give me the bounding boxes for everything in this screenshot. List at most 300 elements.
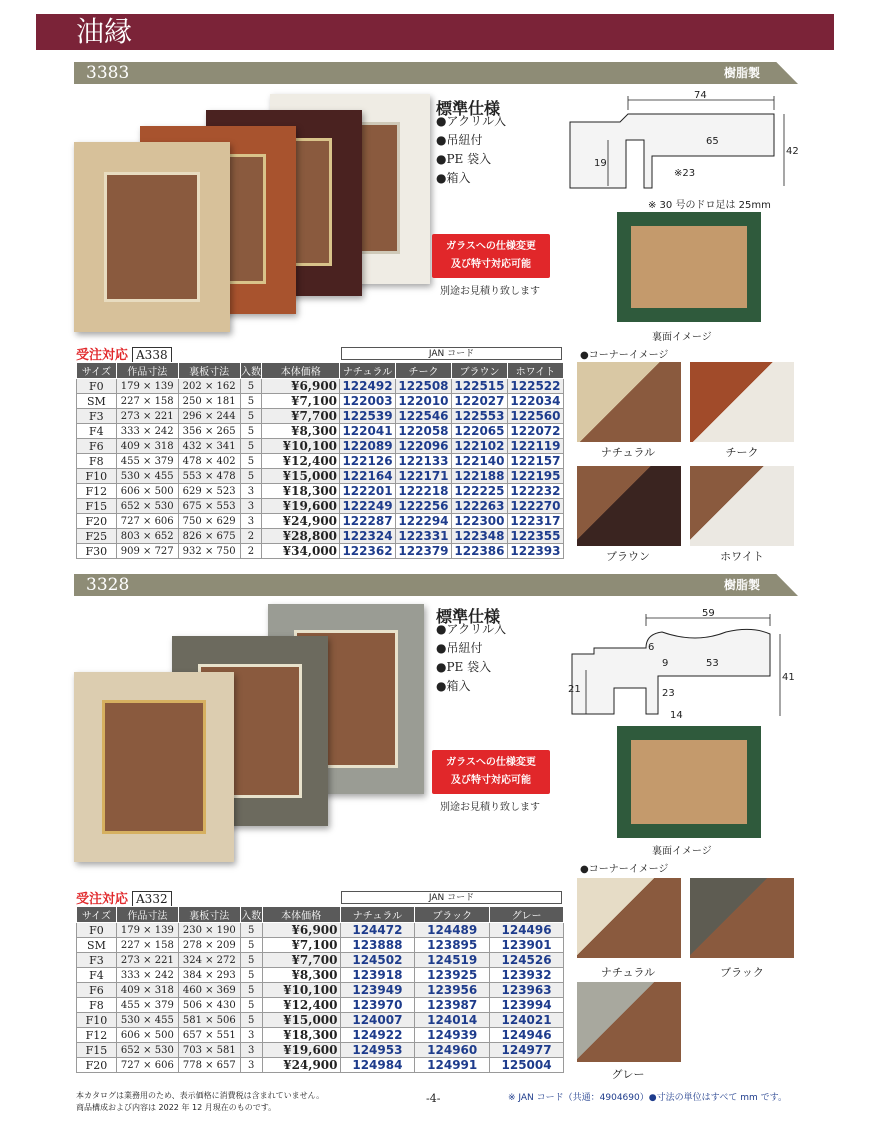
jan-code-cell: 124007 — [340, 1013, 415, 1028]
table-cell: F25 — [77, 529, 117, 544]
table-cell: ¥7,100 — [262, 394, 340, 409]
table-cell: ¥8,300 — [262, 968, 340, 983]
jan-code-cell: 122515 — [451, 379, 507, 394]
jan-code-cell: 122201 — [340, 484, 396, 499]
table-header-row — [77, 363, 564, 379]
table-cell: 703 × 581 — [178, 1043, 240, 1058]
table-cell: 3 — [240, 484, 262, 499]
jan-code-cell: 123895 — [415, 938, 490, 953]
table-cell: F4 — [77, 968, 117, 983]
table-cell: 778 × 657 — [178, 1058, 240, 1073]
table-cell: 5 — [240, 923, 262, 938]
jan-code-cell: 122171 — [396, 469, 452, 484]
corner-title: ●コーナーイメージ — [580, 350, 669, 361]
jan-code-cell: 122102 — [451, 439, 507, 454]
custom-order-line1: ガラスへの仕様変更 — [446, 757, 536, 768]
corner-label: ナチュラル — [600, 446, 656, 459]
dim-inner: 65 — [706, 136, 719, 147]
jan-code-cell: 122058 — [396, 424, 452, 439]
table-cell: 5 — [240, 469, 262, 484]
table-cell: 750 × 629 — [178, 514, 240, 529]
jan-code-cell: 122041 — [340, 424, 396, 439]
corner-label: ブラック — [720, 966, 764, 979]
table-cell: ¥28,800 — [262, 529, 340, 544]
table-cell: ¥12,400 — [262, 454, 340, 469]
dim-depth: 19 — [594, 158, 607, 169]
spec-item: ● PE 袋入 — [436, 150, 506, 169]
order-label: 受注対応 — [76, 348, 129, 363]
jan-code-cell: 122348 — [451, 529, 507, 544]
footer-note: 商品構成および内容は 2022 年 12 月現在のものです。 — [76, 1103, 277, 1112]
table-row — [77, 983, 564, 998]
jan-code-cell: 124489 — [415, 923, 490, 938]
table-cell: F3 — [77, 953, 117, 968]
table-cell: 333 × 242 — [116, 424, 178, 439]
table-body — [77, 923, 564, 1073]
spec-item: ● 箱入 — [436, 677, 506, 696]
table-cell: 3 — [240, 514, 262, 529]
table-cell: F20 — [77, 1058, 117, 1073]
table-cell: 530 × 455 — [116, 1013, 178, 1028]
jan-code-cell: 122294 — [396, 514, 452, 529]
corner-image-natural — [577, 362, 681, 442]
column-header: ナチュラル — [340, 363, 396, 379]
table-cell: 3 — [240, 499, 262, 514]
section-material: 樹脂製 — [723, 66, 760, 80]
table-cell: F8 — [77, 998, 117, 1013]
jan-code-cell: 123901 — [490, 938, 564, 953]
jan-code-cell: 124502 — [340, 953, 415, 968]
jan-code-cell: 123888 — [340, 938, 415, 953]
table-row — [77, 1028, 564, 1043]
jan-code-cell: 122003 — [340, 394, 396, 409]
jan-code-cell: 124984 — [340, 1058, 415, 1073]
jan-code-cell: 122010 — [396, 394, 452, 409]
dim-foot-width: 14 — [670, 710, 683, 721]
jan-code-cell: 124977 — [490, 1043, 564, 1058]
table-cell: 409 × 318 — [116, 439, 178, 454]
section-bar-3383 — [74, 62, 798, 84]
corner-label: ホワイト — [720, 550, 764, 563]
table-cell: 606 × 500 — [116, 1028, 178, 1043]
jan-code-cell: 122164 — [340, 469, 396, 484]
jan-code-cell: 122355 — [507, 529, 563, 544]
table-row — [77, 1043, 564, 1058]
table-row — [77, 938, 564, 953]
dim-foot: ※23 — [674, 168, 696, 179]
table-cell: SM — [77, 938, 117, 953]
table-row — [77, 469, 564, 484]
dim-width: 59 — [702, 608, 715, 619]
jan-code-cell: 122225 — [451, 484, 507, 499]
table-cell: F0 — [77, 379, 117, 394]
table-cell: ¥7,100 — [262, 938, 340, 953]
table-cell: F3 — [77, 409, 117, 424]
jan-code-cell: 124526 — [490, 953, 564, 968]
table-cell: ¥10,100 — [262, 439, 340, 454]
section-material: 樹脂製 — [723, 578, 760, 592]
back-image-label: 裏面イメージ — [652, 332, 712, 343]
jan-code-cell: 122386 — [451, 544, 507, 559]
corner-title: ●コーナーイメージ — [580, 864, 669, 875]
table-cell: 5 — [240, 953, 262, 968]
column-header: 作品寸法 — [116, 907, 178, 923]
column-header: 裏板寸法 — [178, 363, 240, 379]
jan-code-cell: 122324 — [340, 529, 396, 544]
jan-code-cell: 122072 — [507, 424, 563, 439]
spec-title: 標準仕様 — [436, 99, 501, 118]
spec-item: ● 箱入 — [436, 169, 506, 188]
jan-code-cell: 122126 — [340, 454, 396, 469]
jan-code-cell: 122362 — [340, 544, 396, 559]
table-row — [77, 544, 564, 559]
page-header-bar — [36, 14, 834, 50]
table-cell: 5 — [240, 938, 262, 953]
section-model-number: 3328 — [86, 575, 130, 595]
jan-code-cell: 122232 — [507, 484, 563, 499]
table-cell: 581 × 506 — [178, 1013, 240, 1028]
section-model-number: 3383 — [86, 63, 130, 83]
table-cell: 460 × 369 — [178, 983, 240, 998]
table-cell: F0 — [77, 923, 117, 938]
table-body — [77, 379, 564, 559]
table-cell: 5 — [240, 379, 262, 394]
column-header: サイズ — [77, 363, 117, 379]
jan-code-cell: 124496 — [490, 923, 564, 938]
spec-list — [436, 620, 506, 696]
custom-order-line2: 及び特寸対応可能 — [451, 259, 531, 270]
spec-item: ● 吊紐付 — [436, 639, 506, 658]
custom-order-badge — [432, 234, 550, 278]
corner-image-black — [690, 878, 794, 958]
column-header: 本体価格 — [262, 363, 340, 379]
jan-code-cell: 124991 — [415, 1058, 490, 1073]
table-row — [77, 439, 564, 454]
table-cell: 606 × 500 — [116, 484, 178, 499]
jan-code-cell: 123987 — [415, 998, 490, 1013]
jan-code-cell: 124021 — [490, 1013, 564, 1028]
jan-code-cell: 122317 — [507, 514, 563, 529]
table-row — [77, 394, 564, 409]
table-cell: ¥19,600 — [262, 499, 340, 514]
jan-code-cell: 122195 — [507, 469, 563, 484]
spec-item: ● アクリル入 — [436, 112, 506, 131]
jan-code-cell: 122560 — [507, 409, 563, 424]
jan-code-cell: 123949 — [340, 983, 415, 998]
jan-code-cell: 122263 — [451, 499, 507, 514]
quote-note: 別途お見積り致します — [440, 286, 540, 297]
table-row — [77, 409, 564, 424]
table-cell: ¥15,000 — [262, 1013, 340, 1028]
page-title: 油縁 — [76, 15, 133, 48]
table-cell: 675 × 553 — [178, 499, 240, 514]
table-cell: F15 — [77, 499, 117, 514]
table-cell: 3 — [240, 1028, 262, 1043]
footer-notes — [76, 1090, 324, 1114]
spec-item: ● PE 袋入 — [436, 658, 506, 677]
back-image-3328 — [617, 726, 761, 838]
jan-code-cell: 123918 — [340, 968, 415, 983]
jan-code-cell: 122539 — [340, 409, 396, 424]
table-cell: ¥10,100 — [262, 983, 340, 998]
table-cell: 826 × 675 — [178, 529, 240, 544]
table-cell: 553 × 478 — [178, 469, 240, 484]
jan-code-cell: 122492 — [340, 379, 396, 394]
table-row — [77, 454, 564, 469]
spec-list — [436, 112, 506, 188]
jan-code-cell: 124960 — [415, 1043, 490, 1058]
profile-note: ※ 30 号のドロ足は 25mm — [648, 200, 771, 211]
column-header: サイズ — [77, 907, 117, 923]
table-cell: ¥15,000 — [262, 469, 340, 484]
corner-image-white — [690, 466, 794, 546]
table-cell: F12 — [77, 1028, 117, 1043]
table-cell: 5 — [240, 998, 262, 1013]
jan-code-cell: 122218 — [396, 484, 452, 499]
table-cell: ¥8,300 — [262, 424, 340, 439]
jan-code-cell: 124014 — [415, 1013, 490, 1028]
table-cell: 409 × 318 — [116, 983, 178, 998]
jan-code-cell: 122188 — [451, 469, 507, 484]
table-cell: ¥24,900 — [262, 1058, 340, 1073]
price-table-3383 — [76, 362, 564, 559]
table-cell: 250 × 181 — [178, 394, 240, 409]
table-cell: ¥7,700 — [262, 953, 340, 968]
table-cell: 530 × 455 — [116, 469, 178, 484]
column-header: チーク — [396, 363, 452, 379]
table-cell: F6 — [77, 439, 117, 454]
jan-code-cell: 122393 — [507, 544, 563, 559]
table-cell: 273 × 221 — [116, 409, 178, 424]
jan-code-cell: 122027 — [451, 394, 507, 409]
jan-code-cell: 122287 — [340, 514, 396, 529]
table-cell: 356 × 265 — [178, 424, 240, 439]
table-cell: 278 × 209 — [178, 938, 240, 953]
order-code: A332 — [132, 891, 172, 907]
table-cell: 657 × 551 — [178, 1028, 240, 1043]
jan-code-cell: 122119 — [507, 439, 563, 454]
table-cell: F20 — [77, 514, 117, 529]
jan-code-cell: 124519 — [415, 953, 490, 968]
table-row — [77, 529, 564, 544]
order-code: A338 — [132, 347, 172, 363]
table-cell: 384 × 293 — [178, 968, 240, 983]
table-cell: 478 × 402 — [178, 454, 240, 469]
column-header: 裏板寸法 — [178, 907, 240, 923]
dim-width: 74 — [694, 90, 707, 101]
order-header — [76, 344, 172, 363]
table-cell: F30 — [77, 544, 117, 559]
jan-code-cell: 122065 — [451, 424, 507, 439]
table-cell: F15 — [77, 1043, 117, 1058]
jan-code-cell: 122157 — [507, 454, 563, 469]
table-row — [77, 499, 564, 514]
table-cell: 909 × 727 — [116, 544, 178, 559]
jan-code-cell: 122034 — [507, 394, 563, 409]
table-cell: SM — [77, 394, 117, 409]
table-cell: 5 — [240, 394, 262, 409]
corner-label: チーク — [725, 446, 759, 459]
jan-header: JAN コード — [341, 347, 562, 360]
jan-header: JAN コード — [341, 891, 562, 904]
jan-code-cell: 125004 — [490, 1058, 564, 1073]
product-photo-3328 — [72, 602, 432, 864]
jan-code-cell: 123963 — [490, 983, 564, 998]
table-row — [77, 379, 564, 394]
table-row — [77, 968, 564, 983]
column-header: 作品寸法 — [116, 363, 178, 379]
table-cell: 652 × 530 — [116, 499, 178, 514]
custom-order-line1: ガラスへの仕様変更 — [446, 241, 536, 252]
spec-item: ● アクリル入 — [436, 620, 506, 639]
jan-code-cell: 122089 — [340, 439, 396, 454]
table-cell: ¥18,300 — [262, 1028, 340, 1043]
table-cell: 2 — [240, 544, 262, 559]
page-number: -4- — [426, 1092, 441, 1105]
dim-inner: 53 — [706, 658, 719, 669]
jan-code-cell: 122522 — [507, 379, 563, 394]
table-cell: ¥6,900 — [262, 923, 340, 938]
frame-natural-3328 — [74, 672, 234, 862]
table-cell: 5 — [240, 968, 262, 983]
table-cell: 227 × 158 — [116, 394, 178, 409]
jan-code-cell: 124922 — [340, 1028, 415, 1043]
jan-code-cell: 122553 — [451, 409, 507, 424]
dim-foot: 23 — [662, 688, 675, 699]
table-cell: 227 × 158 — [116, 938, 178, 953]
jan-code-cell: 122508 — [396, 379, 452, 394]
column-header: グレー — [490, 907, 564, 923]
column-header: ホワイト — [507, 363, 563, 379]
jan-code-cell: 124946 — [490, 1028, 564, 1043]
dim-height: 42 — [786, 146, 799, 157]
corner-image-brown — [577, 466, 681, 546]
table-row — [77, 484, 564, 499]
corner-image-teak — [690, 362, 794, 442]
table-cell: 652 × 530 — [116, 1043, 178, 1058]
jan-code-cell: 122331 — [396, 529, 452, 544]
table-cell: 455 × 379 — [116, 454, 178, 469]
table-cell: 5 — [240, 983, 262, 998]
table-cell: 5 — [240, 454, 262, 469]
table-cell: 5 — [240, 409, 262, 424]
table-cell: 179 × 139 — [116, 923, 178, 938]
back-image-3383 — [617, 212, 761, 322]
jan-code-cell: 122140 — [451, 454, 507, 469]
table-cell: ¥34,000 — [262, 544, 340, 559]
jan-code-cell: 122546 — [396, 409, 452, 424]
jan-code-cell: 122133 — [396, 454, 452, 469]
jan-code-cell: 124472 — [340, 923, 415, 938]
table-cell: ¥19,600 — [262, 1043, 340, 1058]
jan-code-cell: 124939 — [415, 1028, 490, 1043]
table-cell: ¥12,400 — [262, 998, 340, 1013]
table-cell: 230 × 190 — [178, 923, 240, 938]
footer-note: 本カタログは業務用のため、表示価格に消費税は含まれていません。 — [76, 1091, 325, 1100]
table-cell: 5 — [240, 1013, 262, 1028]
table-cell: 803 × 652 — [116, 529, 178, 544]
jan-code-cell: 123956 — [415, 983, 490, 998]
table-cell: F10 — [77, 1013, 117, 1028]
table-cell: 727 × 606 — [116, 1058, 178, 1073]
column-header: 入数 — [240, 363, 262, 379]
product-photo-3383 — [72, 92, 432, 337]
table-cell: 432 × 341 — [178, 439, 240, 454]
jan-code-cell: 123970 — [340, 998, 415, 1013]
table-cell: 202 × 162 — [178, 379, 240, 394]
corner-image-gray — [577, 982, 681, 1062]
table-cell: 324 × 272 — [178, 953, 240, 968]
table-cell: F8 — [77, 454, 117, 469]
table-row — [77, 1013, 564, 1028]
column-header: 本体価格 — [262, 907, 340, 923]
custom-order-badge — [432, 750, 550, 794]
table-row — [77, 424, 564, 439]
jan-code-cell: 122249 — [340, 499, 396, 514]
jan-code-cell: 124953 — [340, 1043, 415, 1058]
table-cell: F12 — [77, 484, 117, 499]
table-cell: 5 — [240, 424, 262, 439]
jan-code-cell: 122300 — [451, 514, 507, 529]
custom-order-line2: 及び特寸対応可能 — [451, 775, 531, 786]
table-cell: 273 × 221 — [116, 953, 178, 968]
quote-note: 別途お見積り致します — [440, 802, 540, 813]
jan-code-cell: 123994 — [490, 998, 564, 1013]
table-row — [77, 514, 564, 529]
jan-code-cell: 122096 — [396, 439, 452, 454]
dim-rebate: 9 — [662, 658, 669, 669]
corner-label: ナチュラル — [600, 966, 656, 979]
dim-height: 41 — [782, 672, 795, 683]
table-cell: 2 — [240, 529, 262, 544]
jan-code-cell: 123925 — [415, 968, 490, 983]
column-header: ブラック — [415, 907, 490, 923]
table-cell: ¥7,700 — [262, 409, 340, 424]
table-row — [77, 1058, 564, 1073]
frame-natural — [74, 142, 230, 332]
table-cell: 3 — [240, 1058, 262, 1073]
profile-diagram-3383 — [566, 88, 802, 192]
spec-title: 標準仕様 — [436, 607, 501, 626]
corner-image-natural — [577, 878, 681, 958]
table-cell: 3 — [240, 1043, 262, 1058]
column-header: ナチュラル — [340, 907, 415, 923]
table-row — [77, 923, 564, 938]
jan-code-cell: 122379 — [396, 544, 452, 559]
jan-footer-note: ※ JAN コード（共通：4904690）●寸法の単位はすべて mm です。 — [508, 1093, 787, 1103]
table-header-row — [77, 907, 564, 923]
dim-lip: 6 — [648, 642, 655, 653]
order-header — [76, 888, 172, 907]
table-cell: ¥24,900 — [262, 514, 340, 529]
table-cell: 5 — [240, 439, 262, 454]
table-cell: 179 × 139 — [116, 379, 178, 394]
table-row — [77, 998, 564, 1013]
table-cell: 333 × 242 — [116, 968, 178, 983]
table-cell: 296 × 244 — [178, 409, 240, 424]
price-table-3328 — [76, 906, 564, 1073]
profile-diagram-3328 — [566, 604, 802, 722]
jan-code-cell: 122256 — [396, 499, 452, 514]
table-cell: 629 × 523 — [178, 484, 240, 499]
table-cell: 727 × 606 — [116, 514, 178, 529]
table-cell: 932 × 750 — [178, 544, 240, 559]
table-cell: ¥18,300 — [262, 484, 340, 499]
table-cell: F6 — [77, 983, 117, 998]
jan-code-cell: 123932 — [490, 968, 564, 983]
table-cell: ¥6,900 — [262, 379, 340, 394]
corner-label: グレー — [611, 1068, 645, 1081]
